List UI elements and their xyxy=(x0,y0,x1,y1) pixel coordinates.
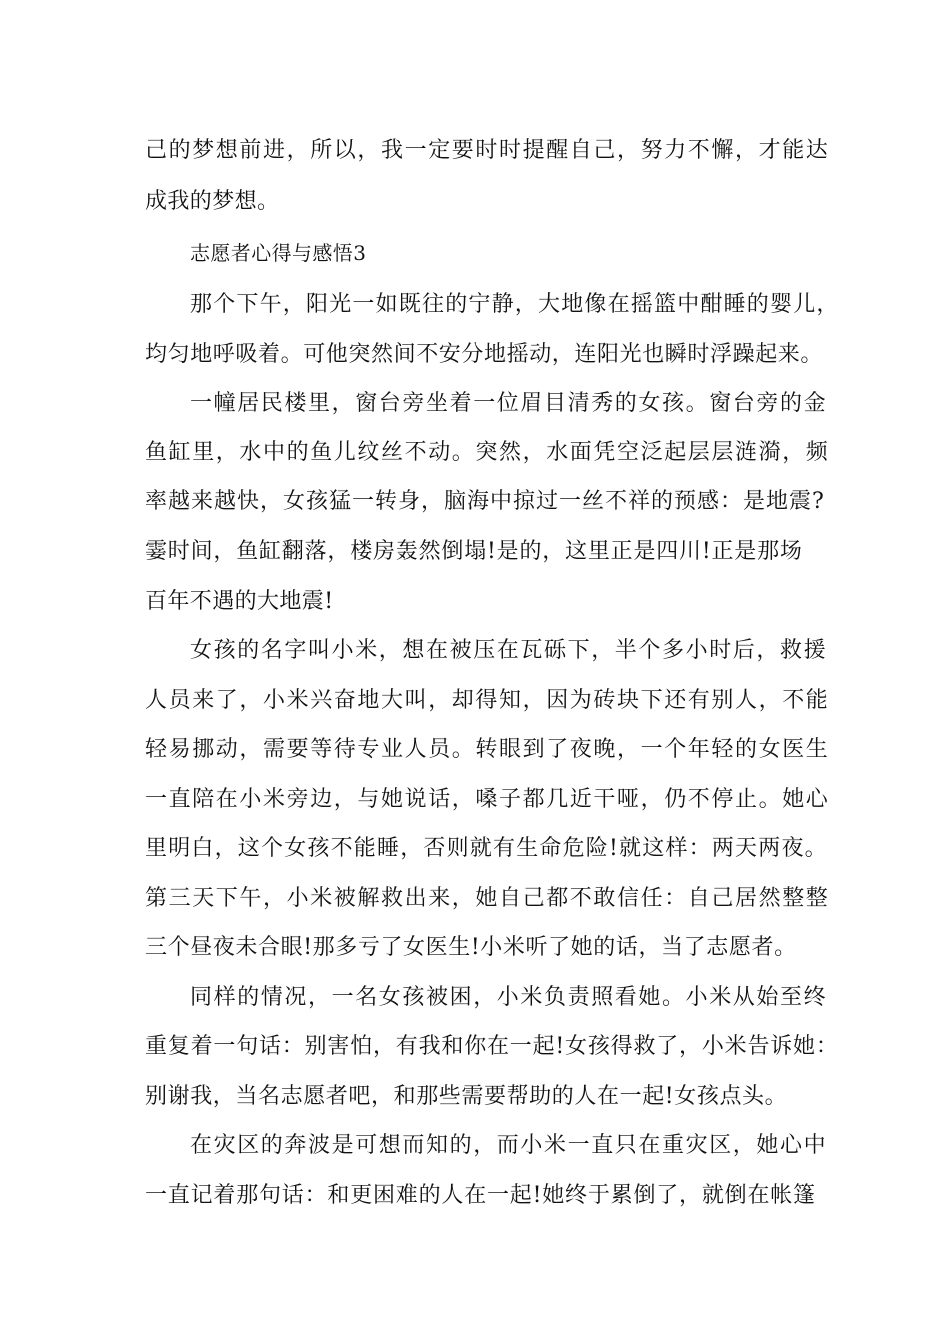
text-line: 成我的梦想。 xyxy=(145,189,280,214)
text-line: 率越来越快，女孩猛一转身，脑海中掠过一丝不祥的预感：是地震? xyxy=(145,489,825,514)
text-line: 鱼缸里，水中的鱼儿纹丝不动。突然，水面凭空泛起层层涟漪，频 xyxy=(145,440,830,465)
text-line: 百年不遇的大地震! xyxy=(145,589,334,614)
text-line: 别谢我，当名志愿者吧，和那些需要帮助的人在一起!女孩点头。 xyxy=(145,1084,788,1109)
text-line: 己的梦想前进，所以，我一定要时时提醒自己，努力不懈，才能达 xyxy=(145,138,830,163)
text-line: 同样的情况，一名女孩被困，小米负责照看她。小米从始至终 xyxy=(190,985,828,1010)
text-line: 人员来了，小米兴奋地大叫，却得知，因为砖块下还有别人，不能 xyxy=(145,688,830,713)
text-line: 三个昼夜未合眼!那多亏了女医生!小米听了她的话，当了志愿者。 xyxy=(145,935,797,960)
text-line: 重复着一句话：别害怕，有我和你在一起!女孩得救了，小米告诉她： xyxy=(145,1034,839,1059)
text-line: 女孩的名字叫小米，想在被压在瓦砾下，半个多小时后，救援 xyxy=(190,638,828,663)
text-line: 霎时间，鱼缸翻落，楼房轰然倒塌!是的，这里正是四川!正是那场 xyxy=(145,539,803,564)
text-line: 一幢居民楼里，窗台旁坐着一位眉目清秀的女孩。窗台旁的金 xyxy=(190,391,828,416)
text-line: 在灾区的奔波是可想而知的，而小米一直只在重灾区，她心中 xyxy=(190,1133,828,1158)
text-line: 一直记着那句话：和更困难的人在一起!她终于累倒了，就倒在帐篷 xyxy=(145,1183,816,1208)
text-line: 轻易挪动，需要等待专业人员。转眼到了夜晚，一个年轻的女医生 xyxy=(145,737,830,762)
text-line: 一直陪在小米旁边，与她说话，嗓子都几近干哑，仍不停止。她心 xyxy=(145,787,830,812)
text-line: 第三天下午，小米被解救出来，她自己都不敢信任：自己居然整整 xyxy=(145,886,830,911)
section-heading: 志愿者心得与感悟3 xyxy=(190,241,367,265)
text-line: 均匀地呼吸着。可他突然间不安分地摇动，连阳光也瞬时浮躁起来。 xyxy=(145,342,824,367)
text-line: 那个下午，阳光一如既往的宁静，大地像在摇篮中酣睡的婴儿， xyxy=(190,292,840,317)
text-line: 里明白，这个女孩不能睡，否则就有生命危险!就这样：两天两夜。 xyxy=(145,836,828,861)
